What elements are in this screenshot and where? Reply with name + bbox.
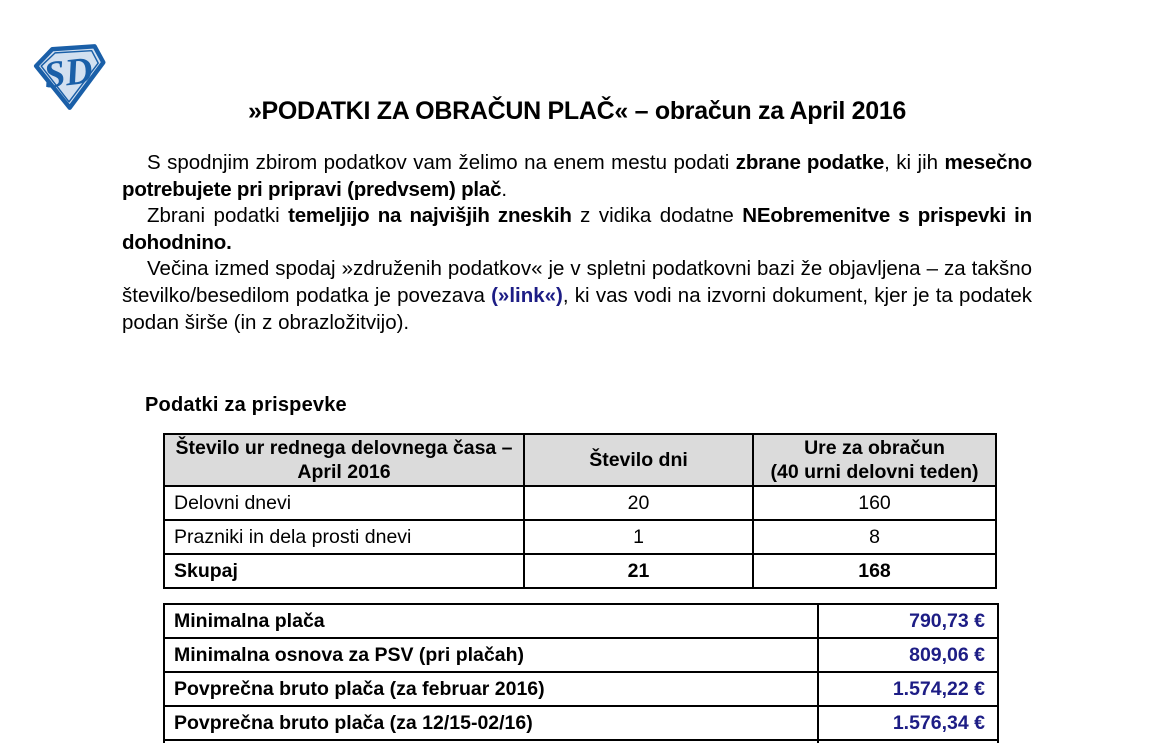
table-row: [164, 520, 996, 554]
label-cell: Prazniki in dela prosti dnevi: [164, 520, 524, 554]
text-run: , ki vas vodi na izvorni dokument, kjer je ta podatek podan širše (in z obrazložitvijo).: [122, 283, 1032, 334]
intro-paragraph: [122, 203, 1032, 256]
text-run: .: [501, 177, 508, 201]
intro-text: [122, 150, 1032, 336]
text-run: Zbrani podatki: [147, 204, 289, 228]
text-run: z vidika dodatne: [571, 204, 743, 228]
text-run: , ki jih: [884, 151, 945, 174]
header-line: (40 urni delovni teden): [770, 461, 979, 483]
header-cell-days: Število dni: [524, 434, 753, 486]
amounts-table: [163, 603, 999, 743]
value-cell: 1.576,34 €: [818, 706, 998, 740]
days-cell: 21: [524, 554, 753, 588]
table-row: [164, 638, 998, 672]
label-cell: Delovni dnevi: [164, 486, 524, 520]
text-run-bold: zbrane podatke: [735, 151, 885, 174]
intro-paragraph: [122, 256, 1032, 336]
text-run: S spodnjim zbirom podatkov vam želimo na enem mestu podati: [147, 151, 736, 174]
header-line: Število ur rednega delovnega časa –: [175, 436, 513, 459]
intro-paragraph: [122, 150, 1032, 203]
label-cell: Skupaj: [164, 554, 524, 588]
table-row-total: [164, 554, 996, 588]
text-run: Večina izmed spodaj »združenih podatkov« je v spletni podatkovni bazi že objavljena – za takšno številko/besedilom podatka je povezava: [122, 257, 1032, 307]
sd-shield-icon: [31, 43, 107, 111]
text-run-bold: temeljijo na najvišjih zneskih: [288, 204, 572, 228]
company-logo: [31, 43, 107, 111]
header-cell-hours: [753, 434, 996, 486]
table-row: [164, 604, 998, 638]
value-cell: 790,73 €: [818, 604, 998, 638]
label-cell: Minimalna plača: [164, 604, 818, 638]
value-cell: 809,06 €: [818, 638, 998, 672]
header-cell-period: [164, 434, 524, 486]
days-cell: 1: [524, 520, 753, 554]
table-row: [164, 486, 996, 520]
hours-table: [163, 433, 997, 589]
hours-cell: 8: [753, 520, 996, 554]
logo-letters: SD: [41, 49, 96, 97]
link-reference[interactable]: (»link«): [491, 283, 563, 307]
hours-cell: 168: [753, 554, 996, 588]
days-cell: 20: [524, 486, 753, 520]
hours-cell: 160: [753, 486, 996, 520]
label-cell: Povprečna bruto plača (za 12/15-02/16): [164, 706, 818, 740]
table-row: [164, 706, 998, 740]
label-cell: Povprečna bruto plača (za februar 2016): [164, 672, 818, 706]
text-run-bold: mesečno potrebujete pri pripravi (predvsem) plač: [122, 151, 1032, 201]
header-line: April 2016: [297, 461, 391, 483]
section-heading: Podatki za prispevke: [145, 394, 347, 416]
header-line: Ure za obračun: [804, 436, 945, 459]
table-row: [164, 672, 998, 706]
label-cell: Minimalna osnova za PSV (pri plačah): [164, 638, 818, 672]
page-title: »PODATKI ZA OBRAČUN PLAČ« – obračun za April 2016: [247, 97, 907, 125]
value-cell: 1.574,22 €: [818, 672, 998, 706]
text-run-bold: NEobremenitve s prispevki in dohodnino.: [122, 204, 1032, 254]
hours-table-header-row: [164, 434, 996, 486]
